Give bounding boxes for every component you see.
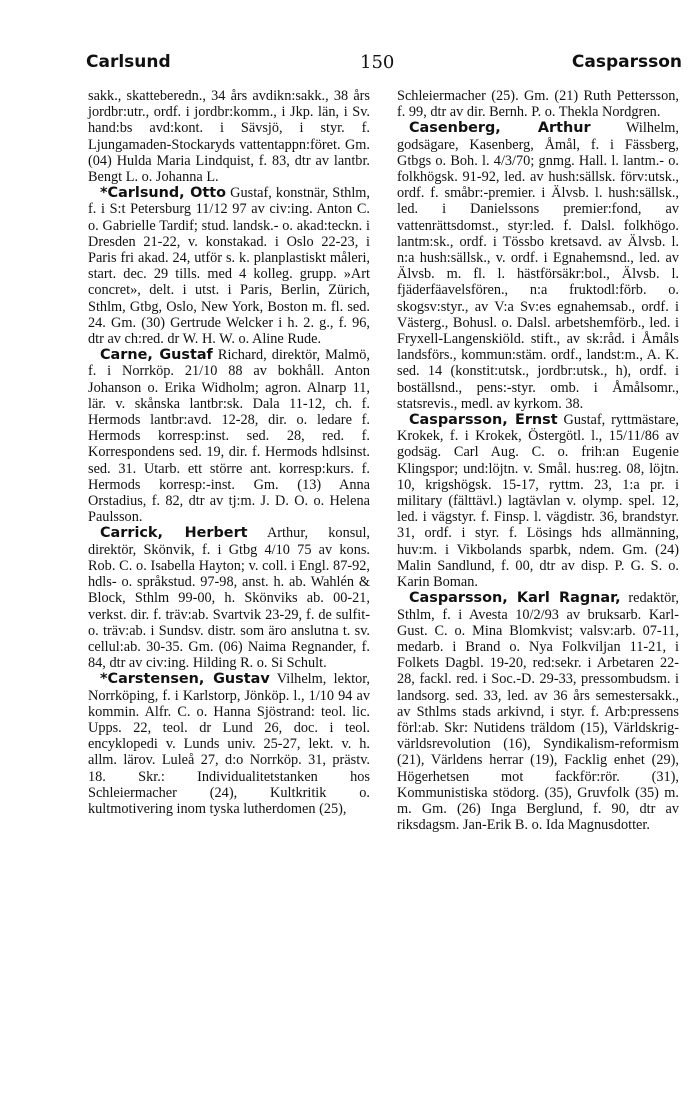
entry-text: sakk., skatteberedn., 34 års avdikn:sakk., 38 års jordbr:utr., ordf. i jordbr:komm., i Jkp. län, i Sv. hand:bs avd:kont. i Sävsjö, i styr. f. Ljungamaden-Stockaryds vattentappn:föret. Gm. (04) Hulda Maria Lindquist, f. 83, dtr av lantbr. Bengt L. o. Johanna L. [88,88,370,186]
entry-text: Arthur, konsul, direktör, Skönvik, f. i Gtbg 4/10 75 av kons. Rob. C. o. Isabella Hayton; v. coll. i Engl. 87-92, hdls- o. språkstud. 97-98, anst. h. ab. Wahlén & Block, Sthlm 99-00, h. Skönviks ab. 00-21, verkst. dir. f. träv:ab. Svartvik 23-29, f. de sulfit- o. träv:ab. i Sundsv. distr. som äro anslutna t. sv. cellul:ab. 30-35. Gm. (06) Naima Regnander, f. 84, dtr av civ:ing. Hilding R. o. Si Schult. [88,525,370,672]
entry-text: Richard, direktör, Malmö, f. i Norrköp. 21/10 88 av bokhåll. Anton Johanson o. Erika Widholm; agron. Alnarp 11, lär. v. skånska lantbr:sk. Dala 11-12, ch. f. Hermods lantbr:avd. 12-28, dir. o. ledare f. Hermods korresp:inst. sed. 28, red. f. Korrespondens sed. 19, dir. f. Hermods hdlsinst. sed. 31. Utarb. ett större ant. korresp:kurs. f. Hermods korresp:-inst. Gm. (13) Anna Orstadius, f. 82, dtr av tj:m. J. D. O. o. Helena Paulsson. [88,347,371,526]
header-last-entry: Casparsson [571,52,682,72]
right-column [397,88,679,833]
entry-continuation [397,88,679,120]
entry-name: Casenberg, Arthur [409,120,591,137]
entry-carlsund [88,185,370,347]
entry-name: *Carstensen, Gustav [100,671,270,688]
entry-name: Casparsson, Karl Ragnar, [409,590,621,607]
entry-text: Wilhelm, godsägare, Kasenberg, Åmål, f. i Fässberg, Gtbgs o. Boh. l. 4/3/70; gnmg. Hall. l. lantm.- o. folkhögsk. 91-92, led. av hush:sällsk. förv:utsk., ordf. f. småbr:-premier. i Älvsb. l. hush:sällsk., led. i Danielssons premier:fond, av vattenrättsdomst., styr:led. f. Dalsl. folkhögo. lantm:sk., ordf. i Tössbo kretsavd. av Älvsb. l. n:a hush:sällsk., v. ordf. i Egnahemsnd., led. av Älvsb. m. fl. l. hästförsäkr:bol., Älvsb. l. fjäderfäavelsfören., n:a fruktodl:förb. o. skogsv:styr., av V:a Sv:es egnahemsab., ordf. i Västerg., Bohusl. o. Dalsl. arbetshemförb., led. i Fryxell-Langenskiöld. stift., av sk:råd. i Åmåls landsförs., kommun:stäm. ordf., landst:m., A. K. sed. 14 (konstit:utsk., jordbr:utsk., h), ordf. i boställsnd., pens:-styr. omb. i Åmålsomr., statsrevis., medl. av kyrkom. 38. [397,120,679,412]
entry-text: Schleiermacher (25). Gm. (21) Ruth Pettersson, f. 99, dtr av dir. Bernh. P. o. Thekla Nordgren. [397,88,679,121]
entry-text: Gustaf, ryttmästare, Krokek, f. i Krokek, Östergötl. l., 15/11/86 av godsäg. Carl Aug. C. o. frih:an Eugenie Klingspor; und:löjtn. v. Smål. hus:reg. 08, löjtn. 10, krigshögsk. 15-17, ryttm. 23, 1:a pr. i military (fälttävl.) lagtävlan v. olymp. spel. 12, led. i vägstyr. f. Finsp. l. vägdistr. 36, brandstyr. 31, ordf. i styr. f. Lösings hds allmänning, huv:m. i Vikbolands sparbk, ndem. Gm. (24) Malin Sandlund, f. 00, dtr av disp. P. G. S. o. Karin Boman. [397,412,679,591]
entry-carstensen [88,671,370,817]
header-first-entry: Carlsund [86,52,171,72]
entry-carrick [88,525,370,671]
entry-text: Gustaf, konstnär, Sthlm, f. i S:t Petersburg 11/12 97 av civ:ing. Anton C. o. Gabrielle Tardif; stud. landsk.- o. akad:teckn. i Dresden 21-22, v. konstakad. i Oslo 22-23, i Paris fri akad. 24, utför s. k. planplastiskt måleri, start. dec. 29 tills. med 4 kolleg. grupp. »Art concret», delt. i utst. i Paris, Berlin, Zürich, Sthlm, Gtbg, Oslo, New York, Boston m. fl. sed. 24. Gm. (30) Gertrude Welcker i h. 2. g., f. 96, dtr av ch:red. dr W. H. W. o. Aline Rude. [88,185,370,348]
entry-continuation [88,88,370,185]
left-column [88,88,370,817]
entry-text: redaktör, Sthlm, f. i Avesta 10/2/93 av bruksarb. Karl-Gust. C. o. Mina Blomkvist; valsv:arb. 07-11, medarb. i Brand o. Nya Folkviljan 11-21, i Folkets Dagbl. 19-20, red:sekr. i Arbetaren 22-28, fackl. red. i Soc.-D. 29-33, pressombudsm. i landsorg. sed. 33, led. av 36 års semestersakk., av Sthlms stads arkivnd, i styr. f. Arb:pressens förl:ab. Skr: Nutidens träldom (15), Världskrig-världsrevolution (16), Syndikalism-reformism (21), Världens herrar (19), Facklig enhet (29), Högerhetsen mot fackför:rör. (31), Kommunistiska stödorg. (35), Gruvfolk (35) m. m. Gm. (26) Inga Berglund, f. 90, dtr av riksdagsm. Jan-Erik B. o. Ida Magnusdotter. [397,590,679,834]
page-number: 150 [360,52,395,73]
entry-casparsson-ragnar [397,590,679,833]
entry-name: *Carlsund, Otto [100,185,227,202]
entry-name: Carrick, Herbert [100,525,248,542]
running-header [86,52,682,78]
entry-text: Vilhelm, lektor, Norrköping, f. i Karlstorp, Jönköp. l., 1/10 94 av kommin. Alfr. C. o. Hanna Sjöstrand: teol. lic. Upps. 22, teol. dr Lund 26, doc. i teol. encyklopedi v. Lunds univ. 25-27, lekt. v. h. allm. lärov. Luleå 27, d:o Norrköp. 31, prästv. 18. Skr.: Individualitetstanken hos Schleiermacher (24), Kultkritik o. kultmotivering inom tyska lutherdomen (25), [88,671,370,817]
entry-casenberg [397,120,679,412]
entry-casparsson-ernst [397,412,679,590]
entry-name: Carne, Gustaf [100,347,213,364]
entry-carne [88,347,370,525]
entry-name: Casparsson, Ernst [409,412,558,429]
